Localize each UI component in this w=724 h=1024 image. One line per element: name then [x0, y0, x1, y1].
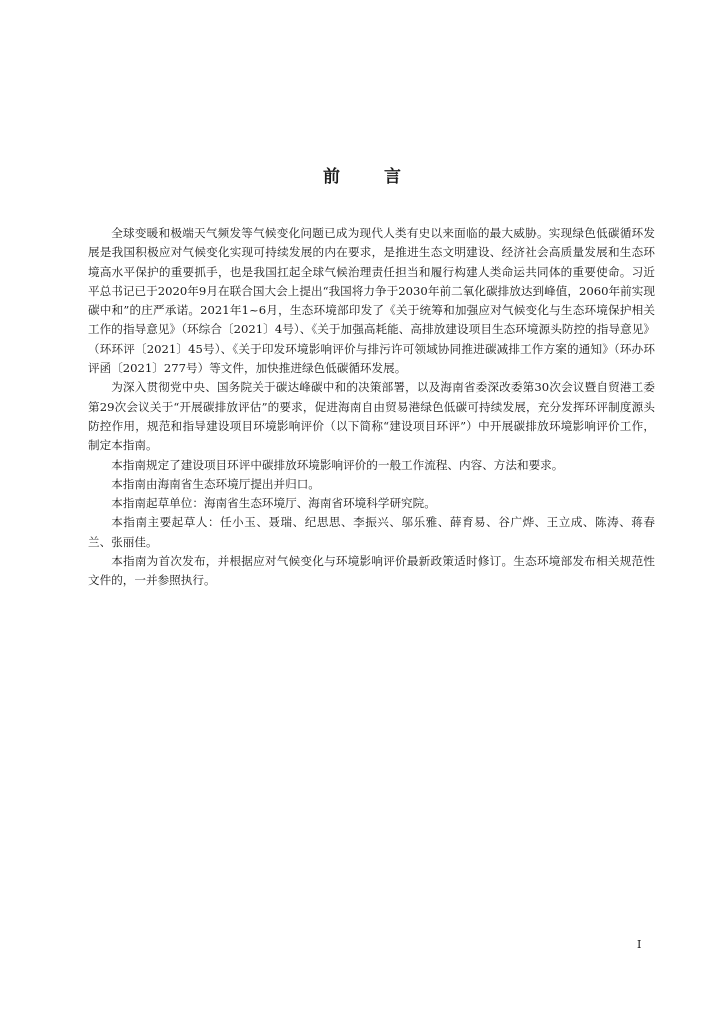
paragraph-scope: 本指南规定了建设项目环评中碳排放环境影响评价的一般工作流程、内容、方法和要求。: [111, 457, 564, 472]
title-char-1: 前: [323, 167, 340, 187]
preface-body: [88, 224, 655, 591]
paragraph-release-note: 本指南为首次发布，并根据应对气候变化与环境影响评价最新政策适时修订。生态环境部发布相关规范性文件的，一并参照执行。: [88, 554, 655, 588]
title-char-2: 言: [384, 167, 401, 187]
paragraph-background: 全球变暖和极端天气频发等气候变化问题已成为现代人类有史以来面临的最大威胁。实现绿色低碳循环发展是我国积极应对气候变化实现可持续发展的内在要求，是推进生态文明建设、经济社会高质量发展和生态环境高水平保护的重要抓手，也是我国扛起全球气候治理责任担当和履行构建人类命运共同体的重要使命。习近平总书记已于2020年9月在联合国大会上提出“我国将力争于2030年前二氧化碳排放达到峰值，2060年前实现碳中和”的庄严承诺。2021年1~6月，生态环境部印发了《关于统筹和加强应对气候变化与生态环境保护相关工作的指导意见》（环综合〔2021〕4号）、《关于加强高耗能、高排放建设项目生态环境源头防控的指导意见》（环环评〔2021〕45号）、《关于印发环境影响评价与排污许可领域协同推进碳减排工作方案的通知》（环办环评函〔2021〕277号）等文件，加快推进绿色低碳循环发展。: [88, 226, 655, 376]
page-title: [0, 162, 724, 187]
paragraph-proposer: 本指南由海南省生态环境厅提出并归口。: [111, 476, 320, 491]
page-number: I: [637, 938, 642, 951]
paragraph-purpose: 为深入贯彻党中央、国务院关于碳达峰碳中和的决策部署，以及海南省委深改委第30次会议暨自贸港工委第29次会议关于“开展碳排放评估”的要求，促进海南自由贸易港绿色低碳可持续发展，充分发挥环评制度源头防控作用，规范和指导建设项目环境影响评价（以下简称“建设项目环评”）中开展碳排放环境影响评价工作，制定本指南。: [88, 380, 655, 453]
paragraph-drafting-units: 本指南起草单位：海南省生态环境厅、海南省环境科学研究院。: [111, 496, 436, 511]
paragraph-drafters: 本指南主要起草人：任小玉、聂瑞、纪思思、李振兴、邬乐雅、薛育易、谷广烨、王立成、陈涛、蒋春兰、张丽佳。: [88, 515, 655, 549]
